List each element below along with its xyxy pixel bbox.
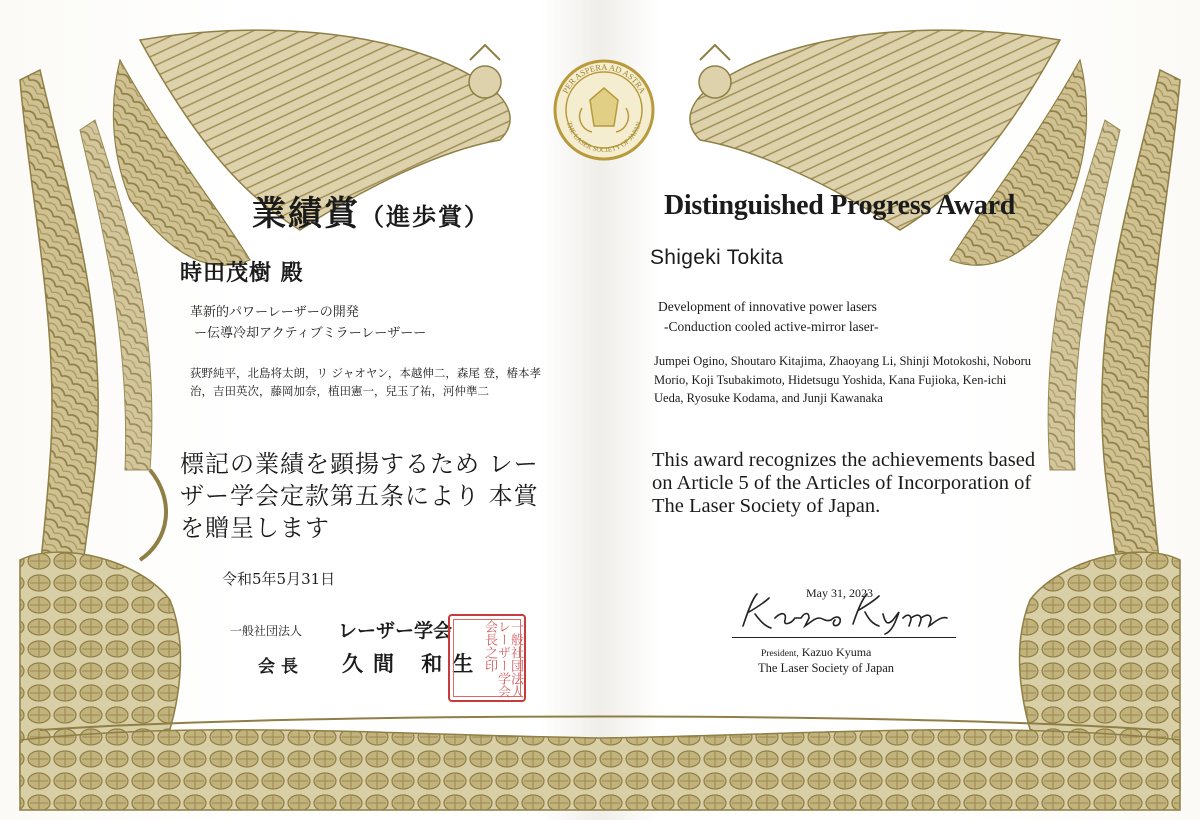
jp-org-label: 一般社団法人 — [230, 624, 303, 638]
en-president-title: President, — [761, 649, 799, 659]
jp-president-label: 会長 — [258, 657, 304, 677]
en-recipient: Shigeki Tokita — [650, 246, 784, 269]
left-vine — [140, 470, 166, 560]
jp-award-subtitle: （進歩賞） — [360, 202, 490, 231]
en-award-title: Distinguished Progress Award — [664, 190, 1015, 221]
jp-topic: 革新的パワーレーザーの開発 — [190, 305, 359, 320]
jp-recipient: 時田茂樹 殿 — [180, 260, 304, 286]
en-president-name: Kazuo Kyuma — [801, 645, 872, 659]
society-seal — [552, 58, 656, 162]
jp-president-name: 久間 和生 — [342, 651, 484, 676]
president-signature — [735, 588, 955, 636]
jp-coauthors: 荻野純平，北島将太朗，リ ジャオヤン，本越伸二，森尾 登，椿本孝治，吉田英次，藤岡加奈，植田憲一，兒玉了祐，河仲準二 — [190, 366, 542, 398]
jp-org-name: レーザー学会 — [338, 620, 453, 642]
hanko-text: 一般社団法人レーザー学会会長之印 — [482, 620, 523, 698]
en-organization: The Laser Society of Japan — [758, 661, 895, 675]
signature-line — [732, 637, 956, 638]
en-president — [761, 645, 871, 660]
hanko-stamp — [448, 614, 526, 702]
seal-org: THE LASER SOCIETY OF JAPAN — [564, 120, 644, 155]
en-coauthors: Jumpei Ogino, Shoutaro Kitajima, Zhaoyang Li, Shinji Motokoshi, Noboru Morio, Koji Tsubakimoto, Hidetsugu Yoshida, Kana Fujioka, Ken-ichi Ueda, Ryosuke Kodama, and Junji Kawanaka — [654, 354, 1032, 405]
en-subtopic: -Conduction cooled active-mirror laser- — [664, 319, 879, 334]
en-topic: Development of innovative power lasers — [658, 299, 877, 314]
seal-motto: PER ASPERA AD ASTRA — [560, 61, 648, 96]
jp-statement: 標記の業績を顕揚するため レーザー学会定款第五条により 本賞を贈呈します — [180, 450, 539, 542]
jp-award-title: 業績賞（進歩賞） — [252, 194, 490, 234]
jp-date: 令和5年5月31日 — [222, 570, 336, 588]
en-statement: This award recognizes the achievements based on Article 5 of the Articles of Incorporation of The Laser Society of Japan. — [652, 449, 1036, 517]
jp-subtopic: ー伝導冷却アクティブミラーレーザーー — [194, 326, 427, 341]
en-date: May 31, 2023 — [806, 586, 873, 600]
bottom-leaf-band — [20, 730, 1180, 810]
